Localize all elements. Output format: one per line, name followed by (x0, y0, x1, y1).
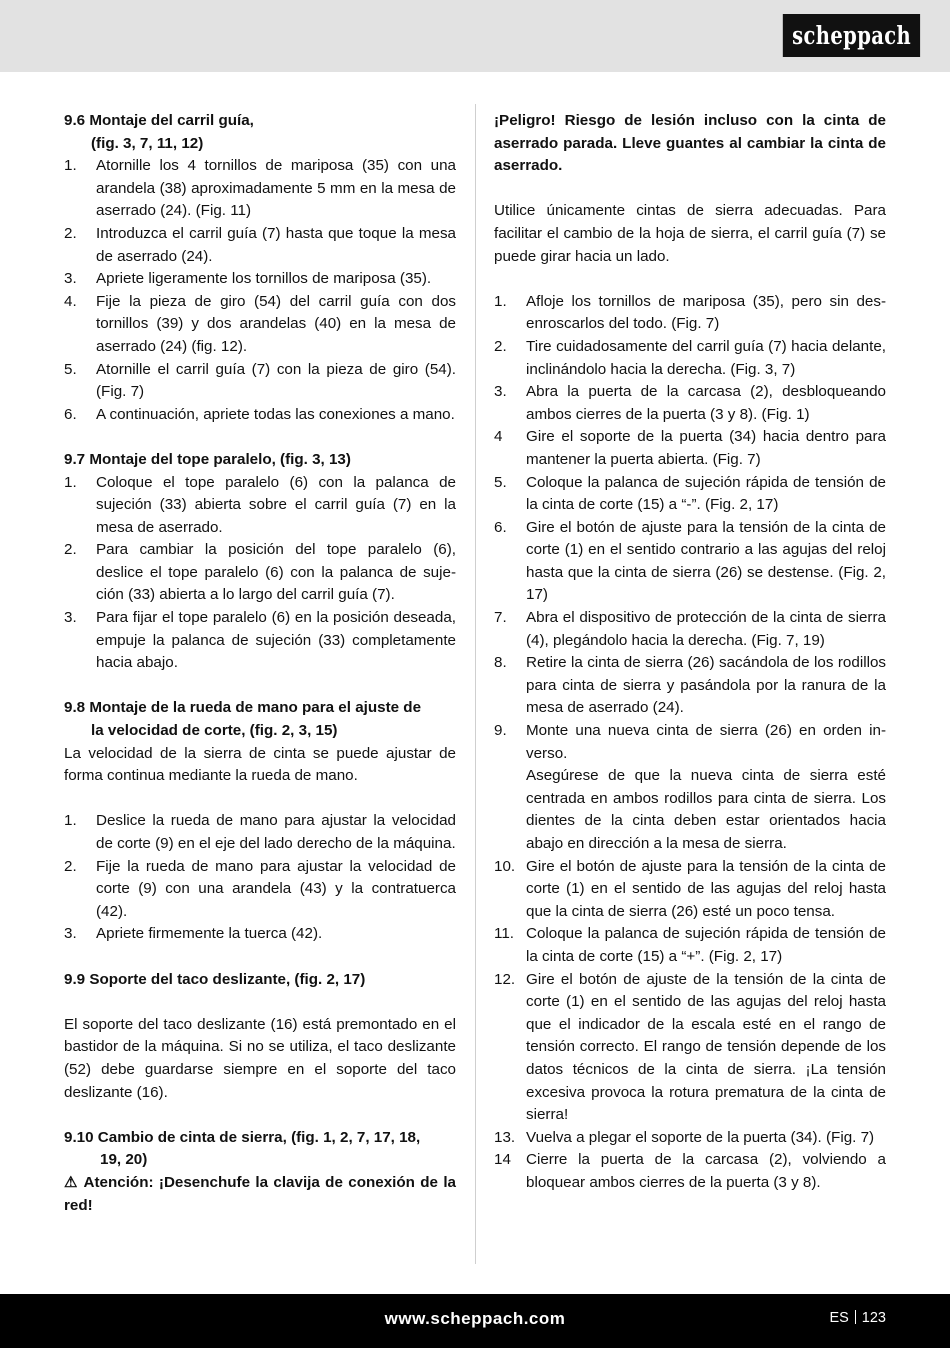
item-text: Vuelva a plegar el soporte de la puerta (34). (Fig. 7) (526, 1128, 875, 1146)
list-item (494, 1127, 886, 1150)
item-text: Para cambiar la posición del tope paralelo (6), deslice el tope paralelo (6) con la palanca de sujeción (33) abierta a lo largo del carril guía (7). (96, 541, 456, 604)
list-item (494, 291, 886, 336)
item-text: Atornille los 4 tornillos de mariposa (35) con una arandela (38) aproximadamente 5 mm en la mesa de aserrado (24). (Fig. 11) (96, 157, 456, 220)
item-number: 3. (64, 925, 77, 943)
language-code: ES (829, 1310, 849, 1326)
section-heading-line: 9.10 Cambio de cinta de sierra, (fig. 1, 2, 7, 17, 18, (64, 1128, 421, 1146)
list-item (494, 517, 886, 607)
list-item (64, 223, 456, 268)
list-item (494, 652, 886, 720)
list-item (64, 856, 456, 924)
list-item (64, 155, 456, 223)
section-9-7-heading: 9.7 Montaje del tope paralelo, (fig. 3, 13) (64, 450, 351, 468)
section-9-6-heading (64, 110, 456, 155)
list-item (494, 856, 886, 924)
item-text-main: Monte una nueva cinta de sierra (26) en orden inverso. (526, 722, 886, 762)
item-text (526, 720, 886, 856)
item-number: 11. (494, 925, 514, 943)
item-number: 1. (494, 292, 507, 310)
item-text: Introduzca el carril guía (7) hasta que toque la mesa de aserrado (24). (96, 224, 456, 265)
item-number: 4 (494, 428, 503, 446)
list-item (64, 472, 456, 540)
item-text: Apriete ligeramente los tornillos de mariposa (35). (96, 270, 432, 288)
scheppach-logo: scheppach (782, 14, 920, 57)
item-number: 2. (64, 541, 77, 559)
item-text: Afloje los tornillos de mariposa (35), pero sin desenroscarlos del todo. (Fig. 7) (526, 292, 886, 333)
right-intro: Utilice únicamente cintas de sierra adecuadas. Para facilitar el cambio de la hoja de sierra, el carril guía (7) se puede girar hacia un lado. (494, 202, 886, 265)
item-number: 14 (494, 1151, 511, 1169)
item-number: 6. (494, 518, 507, 536)
warning-text: ⚠ Atención: ¡Desenchufe la clavija de conexión de la red! (64, 1173, 456, 1214)
header-bar (0, 0, 950, 72)
item-text: Gire el botón de ajuste de la tensión de la cinta de corte (1) en el sentido de las agujas del reloj hasta que el indicador de la escala esté en el rango de tensión correcto. El rango de tensión depende de los datos técnicos de la cinta de sierra. ¡La tensión excesiva provoca la rotura prematura de la cinta de sierra! (526, 970, 886, 1124)
item-number: 6. (64, 405, 77, 423)
section-9-7-list (64, 472, 456, 675)
column-divider (475, 104, 476, 1264)
section-9-8-heading (64, 697, 456, 742)
item-text: Gire el botón de ajuste para la tensión de la cinta de corte (1) en el sentido contrario a las agujas del reloj hasta que la cinta de sierra (26) se destense. (Fig. 2, 17) (526, 518, 886, 604)
section-9-8-intro: La velocidad de la sierra de cinta se puede ajustar de forma continua mediante la rueda de mano. (64, 744, 456, 785)
item-text-note: Asegúrese de que la nueva cinta de sierra esté centrada en ambos rodillos para cinta de sierra. Los dientes de la cinta deben estar orientados hacia abajo en dirección a la mesa de sierra. (526, 767, 886, 852)
item-text: Fije la pieza de giro (54) del carril guía con dos tornillos (39) y dos arandelas (40) en la mesa de aserrado (24) (fig. 12). (96, 292, 456, 355)
item-text: Coloque la palanca de sujeción rápida de tensión de la cinta de corte (15) a “+”. (Fig. 2, 17) (526, 925, 886, 965)
list-item (64, 268, 456, 291)
item-text: Gire el botón de ajuste para la tensión de la cinta de corte (1) en el sentido de las agujas del reloj hasta que la cinta de sierra (26) esté un poco tensa. (526, 857, 886, 920)
left-column (64, 110, 456, 1217)
list-item (64, 359, 456, 404)
item-number: 10. (494, 857, 516, 875)
list-item (64, 539, 456, 607)
item-number: 1. (64, 157, 77, 175)
list-item (494, 426, 886, 471)
section-9-9-heading: 9.9 Soporte del taco deslizante, (fig. 2, 17) (64, 970, 366, 988)
item-number: 7. (494, 609, 507, 627)
item-number: 8. (494, 654, 507, 672)
item-text: Coloque la palanca de sujeción rápida de tensión de la cinta de corte (15) a “-”. (Fig. 2, 17) (526, 473, 886, 514)
item-text: Para fijar el tope paralelo (6) en la posición deseada, empuje la palanca de sujeción (33) completamente hacia abajo. (96, 609, 456, 672)
item-text: A continuación, apriete todas las conexiones a mano. (96, 405, 455, 423)
section-heading-line: 19, 20) (100, 1151, 148, 1169)
item-text: Deslice la rueda de mano para ajustar la velocidad de corte (9) en el eje del lado derecho de la máquina. (96, 812, 456, 852)
section-9-8-list (64, 810, 456, 946)
item-text: Abra la puerta de la carcasa (2), desbloqueando ambos cierres de la puerta (3 y 8). (Fig. 1) (526, 383, 886, 423)
item-number: 1. (64, 473, 77, 491)
list-item (494, 1149, 886, 1194)
item-text: Retire la cinta de sierra (26) sacándola de los rodillos para cinta de sierra y pasándola por la ranura de la mesa de aserrado (24). (526, 654, 886, 717)
item-text: Abra el dispositivo de protección de la cinta de sierra (4), plegándolo hacia la derecha. (Fig. 7, 19) (526, 609, 886, 649)
item-number: 2. (64, 224, 77, 242)
item-number: 2. (64, 857, 77, 875)
list-item (494, 336, 886, 381)
item-text: Gire el soporte de la puerta (34) hacia dentro para mantener la puerta abierta. (Fig. 7) (526, 428, 886, 468)
page-number: 123 (861, 1310, 886, 1326)
list-item (64, 404, 456, 427)
list-item (494, 381, 886, 426)
item-text: Tire cuidadosamente del carril guía (7) hacia delante, inclinándolo hacia la derecha. (Fig. 3, 7) (526, 337, 886, 378)
danger-text: ¡Peligro! Riesgo de lesión incluso con la cinta de aserrado parada. Lleve guantes al cambiar la cinta de aserrado. (494, 112, 886, 175)
item-text: Apriete firmemente la tuerca (42). (96, 925, 323, 943)
item-number: 2. (494, 337, 507, 355)
item-number: 3. (64, 609, 77, 627)
website-link[interactable]: www.scheppach.com (384, 1309, 566, 1328)
item-text: Coloque el tope paralelo (6) con la palanca de sujeción (33) abierta sobre el carril guía (7) en la mesa de aserrado. (96, 473, 456, 536)
list-item (494, 923, 886, 968)
list-item (494, 472, 886, 517)
separator (855, 1310, 856, 1324)
list-item (64, 810, 456, 855)
item-text: Atornille el carril guía (7) con la pieza de giro (54). (Fig. 7) (96, 360, 456, 401)
item-number: 3. (64, 270, 77, 288)
item-text: Fije la rueda de mano para ajustar la velocidad de corte (9) con una arandela (43) y la contratuerca (42). (96, 857, 456, 920)
section-9-9-text: El soporte del taco deslizante (16) está premontado en el bastidor de la máquina. Si no se utiliza, el taco deslizante (52) debe guardarse siempre en el soporte del taco deslizante (16). (64, 1015, 456, 1101)
section-heading-line: 9.8 Montaje de la rueda de mano para el ajuste de (64, 699, 422, 717)
item-number: 5. (64, 360, 77, 378)
section-heading-line: la velocidad de corte, (fig. 2, 3, 15) (91, 722, 338, 740)
item-number: 12. (494, 970, 516, 988)
right-column (494, 110, 886, 1195)
item-number: 3. (494, 383, 507, 401)
item-text: Cierre la puerta de la carcasa (2), volviendo a bloquear ambos cierres de la puerta (3 y 8). (526, 1151, 886, 1191)
blade-change-list (494, 291, 886, 1195)
item-number: 13. (494, 1128, 516, 1146)
item-number: 9. (494, 722, 507, 740)
item-number: 5. (494, 473, 507, 491)
list-item (64, 607, 456, 675)
list-item (494, 607, 886, 652)
item-number: 4. (64, 292, 77, 310)
footer-bar (0, 1294, 950, 1348)
section-heading-line: 9.6 Montaje del carril guía, (64, 112, 254, 129)
section-9-6-list (64, 155, 456, 426)
section-9-10-heading (64, 1127, 456, 1172)
list-item (64, 291, 456, 359)
list-item (494, 969, 886, 1127)
list-item (494, 720, 886, 856)
page-indicator (829, 1310, 886, 1326)
item-number: 1. (64, 812, 77, 830)
section-heading-line: (fig. 3, 7, 11, 12) (91, 134, 204, 152)
list-item (64, 923, 456, 946)
